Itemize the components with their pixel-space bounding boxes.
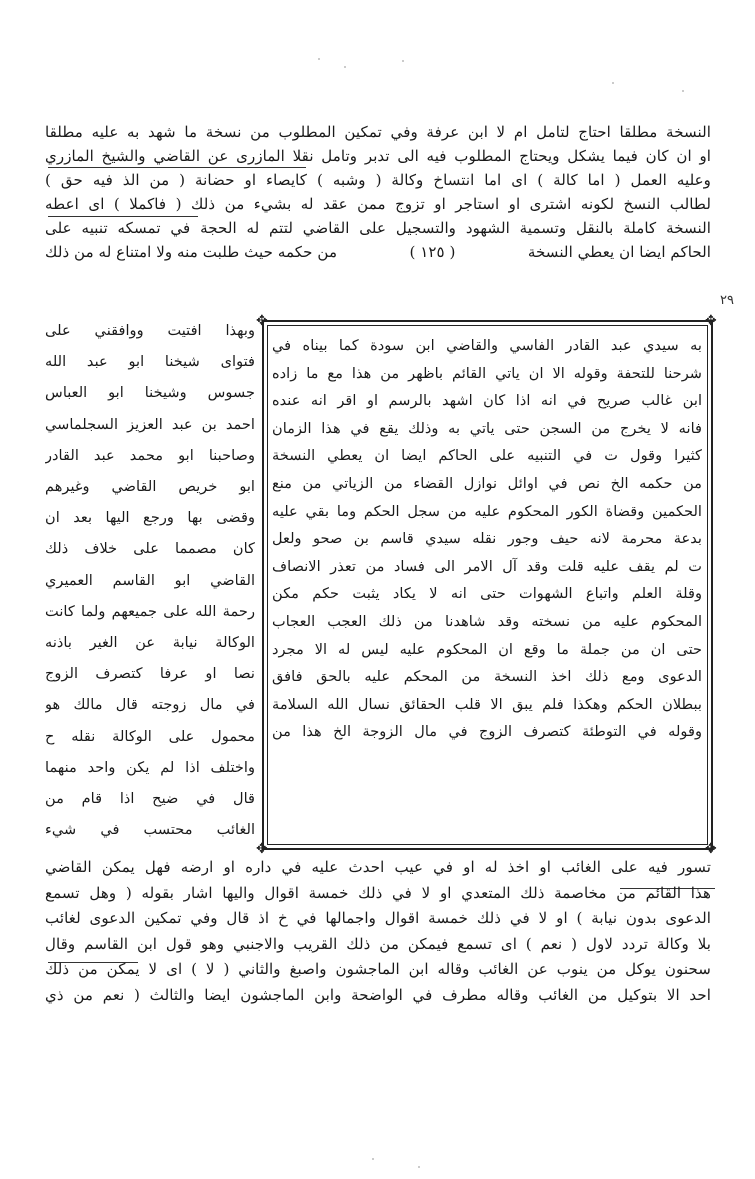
text-line: شرحنا للتحفة وقوله الا ان ياتي القائم باظهر من هذا مع ما زاده [272,364,702,382]
text-line: الغائب محتسب في شيء [45,821,255,839]
paper-speckle [418,1166,420,1168]
text-line: وقلة العلم واتباع الشهوات حتى انه لا يكاد يثبت حكم مكن [272,585,702,603]
paper-speckle [344,66,346,68]
text-line: ابو خريص القاضي وغيرهم [45,478,255,496]
text-line: فانه لا يخرج من السجن حتى ياتي به وذلك يقع في هذا الزمان [272,419,702,437]
text-line: ببطلان الحكم وهكذا فلم يبق الا قلب الحقائق نسال الله السلامة [272,695,702,713]
text-line: في مال زوجته قال مالك هو [45,696,255,714]
text-line: جسوس وشيخنا ابو العباس [45,384,255,402]
text-line: لطالب النسخ لكونه اشترى او استاجر او تزوج ممن عقد له بشيء من ذلك ( فاكملا ) اى اعطه [45,195,711,213]
text-fragment: من حكمه حيث طلبت منه ولا امتناع له من ذلك [45,243,338,261]
text-line: وصاحبنا ابو محمد عبد القادر [45,446,255,464]
text-line: الدعوى بدون نيابة ) او لا في ذلك خمسة اقوال واجمالها في خ اذ قال وفي تمكين الدعوى لغائب [45,909,711,927]
bottom-paragraph [45,855,711,1008]
underline [48,167,306,168]
text-line: الحكمين وقضاة الكور المحكوم عليه من سجل الحكم وما بقي عليه [272,502,702,520]
text-line: هذا القائم من مخاصمة ذلك المتعدي او لا في ذلك خمسة اقوال واليها اشار بقوله ( وهل تسمع [45,883,711,902]
paper-speckle [612,82,614,84]
text-line: رحمة الله على جميعهم ولما كانت [45,602,255,620]
text-line: او ان كان فيما يشكل ويحتاج المطلوب فيه الى تدبر وتامل نقلا المازرى عن القاضي والشيخ المازري [45,147,711,165]
text-line: احد الا بتوكيل من الغائب وقاله مطرف في الواضحة وابن الماجشون ايضا والثالث ( نعم من ذي [45,985,711,1004]
text-line: النسخة كاملة بالنقل وتسمية الشهود والتسجيل على القاضي لتتم له الحجة في تمسكه تنبيه على [45,219,711,237]
text-line: كان مصمما على خلاف ذلك [45,540,255,558]
text-line: النسخة مطلقا احتاج لتامل ام لا ابن عرفة وفي تمكين المطلوب من نسخة ما شهد به عليه مطلقا [45,123,711,141]
text-line: تسور فيه على الغائب او اخذ له او في عيب احدث عليه في داره او ارضه فهل يمكن القاضي [45,858,711,876]
text-line: ت لم يقف عليه قلت وقد آل الامر الى فساد من تعذر الانصاف [272,557,702,575]
text-line: محمول على الوكالة نقله ح [45,727,255,745]
text-line: الدعوى ومع ذلك اخذ النسخة من المحكم عليه بالحق فافق [272,668,702,686]
text-line: به سيدي عبد القادر الفاسي والقاضي ابن سودة كما بيناه في [272,337,702,354]
text-line: من حكمه الخ نص في اوائل نوازل القضاء من الزياتي من منع [272,474,702,492]
text-line: قال في ضيح اذا قام من [45,790,255,808]
text-line: بلا وكالة تردد لاول ( نعم ) اى تسمع فيمكن من ذلك القريب والاجنبي وهو قول ابن القاسم وقال [45,934,711,953]
text-line: بدعة محرمة لانه حيف وجور نقله سيدي قاسم بن صحو ولعل [272,530,702,548]
margin-note: ٢٩ [720,293,734,308]
text-fragment: الحاكم ايضا ان يعطي النسخة [527,243,711,261]
paper-speckle [318,58,320,60]
text-line: احمد بن عبد العزيز السجلماسي [45,415,255,433]
corner-ornament-icon: ✥ [256,313,268,329]
corner-ornament-icon: ✥ [256,841,268,857]
text-line: وقضى بها ورجع اليها بعد ان [45,509,255,527]
text-line: المحكوم عليه من نسخته وقد شاهدنا من ذلك العجب العجاب [272,612,702,630]
paper-speckle [402,60,404,62]
text-line: فتواى شيخنا ابو عبد الله [45,353,255,371]
text-line: القاضي ابو القاسم العميري [45,571,255,589]
top-paragraph [45,120,711,264]
corner-ornament-icon: ✥ [705,841,717,857]
page-number: ( ١٢٥ ) [409,243,456,261]
underline [48,216,198,217]
text-line: حتى ان من جملة ما وقع ان المحكوم عليه ليس له الا مجرد [272,640,702,658]
text-line: نصا او عرفا كتصرف الزوج [45,665,255,683]
text-line: كثيرا وقول ت في التنبيه على الحاكم ايضا ان يعطي النسخة [272,447,702,465]
corner-ornament-icon: ✥ [705,313,717,329]
text-line: ابن غالب صريح في انه اذا كان اشهد بالرسم او اقر انه عنده [272,392,702,410]
text-line: وبهذا افتيت ووافقني على [45,322,255,339]
framed-commentary-text [272,332,702,746]
text-line: وعليه العمل ( اما كالة ) اى اما انتساخ وكالة ( وشبه ) كايصاء او حضانة ( من الذ فيه حق ) [45,171,711,189]
paper-speckle [372,1158,374,1160]
text-line: سحنون يوكل من ينوب عن الغائب وقاله ابن الماجشون واصبغ والثاني ( لا ) اى لا يمكن من ذلك [45,960,711,978]
text-line: وقوله في التوطئة كتصرف الزوج في مال الزوجة الخ هذا من [272,723,702,741]
text-line: واختلف اذا لم يكن واحد منهما [45,758,255,776]
side-column-text [45,315,255,845]
paper-speckle [682,90,684,92]
text-line: الوكالة نيابة عن الغير باذنه [45,634,255,652]
text-line-with-page-number [45,240,711,264]
